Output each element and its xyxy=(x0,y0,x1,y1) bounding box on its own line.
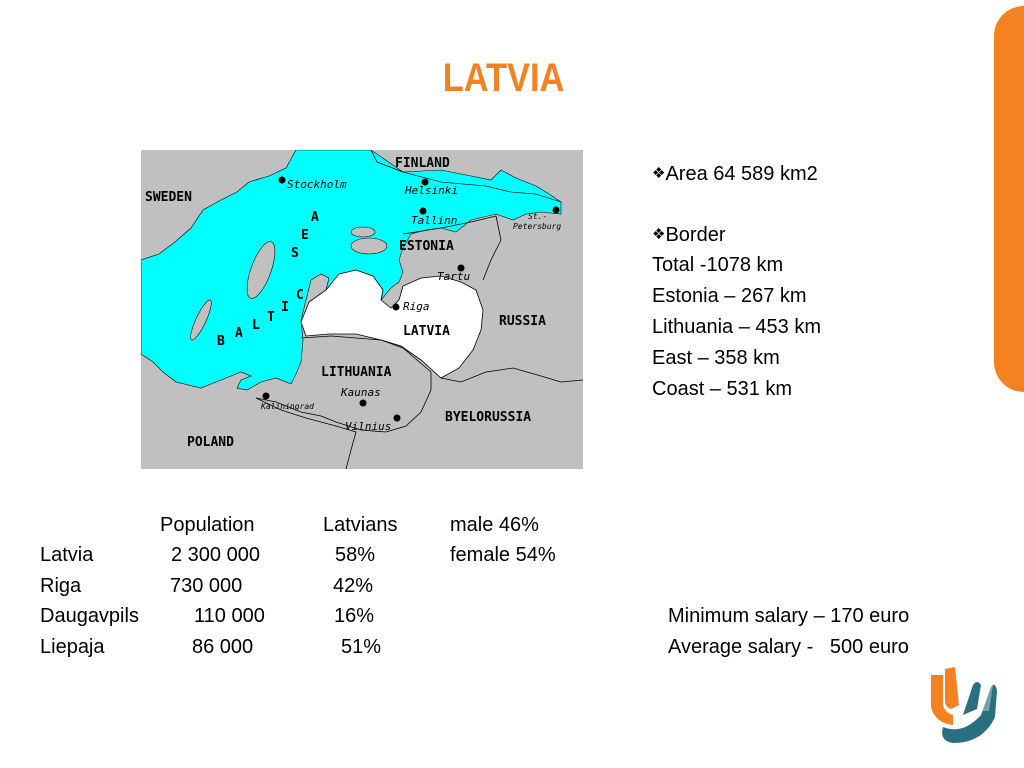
row-latvians: 58% xyxy=(335,544,376,566)
sea-letter-c: C xyxy=(296,288,304,303)
sea-letter-e: E xyxy=(301,228,309,243)
saaremaa-island xyxy=(351,238,387,254)
map-city-stockholm: Stockholm xyxy=(287,178,347,191)
map-city-st-petersburg-1: St.- xyxy=(528,212,548,221)
map-label-poland: POLAND xyxy=(187,435,234,450)
salary-block xyxy=(668,601,909,663)
row-latvians: 51% xyxy=(341,636,382,658)
border-item: East – 358 km xyxy=(652,347,780,369)
sea-letter-i: I xyxy=(281,300,289,315)
stockholm-dot xyxy=(279,177,286,184)
area-line xyxy=(652,158,821,189)
map-city-tallinn: Tallinn xyxy=(411,214,458,227)
sea-letter-a: A xyxy=(235,326,243,341)
hands-logo-icon xyxy=(923,665,998,745)
border-item: Total -1078 km xyxy=(652,254,784,276)
row-latvians: 42% xyxy=(333,575,374,597)
baltic-map xyxy=(141,150,583,469)
kaunas-dot xyxy=(360,400,367,407)
map-city-tartu: Tartu xyxy=(437,270,471,283)
st-petersburg-dot xyxy=(553,207,560,214)
slide-title: LATVIA xyxy=(442,56,565,100)
minimum-salary: Minimum salary – 170 euro xyxy=(668,605,910,627)
row-population: 86 000 xyxy=(192,636,254,658)
facts-block xyxy=(652,158,821,405)
map-label-russia: RUSSIA xyxy=(499,314,546,329)
row-population: 2 300 000 xyxy=(171,544,260,566)
row-place: Latvia xyxy=(40,544,94,566)
sea-letter-b: B xyxy=(217,334,225,349)
map-city-kaliningrad: Kaliningrad xyxy=(261,402,314,411)
map-city-st-petersburg-2: Petersburg xyxy=(513,222,562,231)
border-item: Coast – 531 km xyxy=(652,378,793,400)
area-text: Area 64 589 km2 xyxy=(665,163,818,185)
row-place: Riga xyxy=(40,575,82,597)
map-label-byelorussia: BYELORUSSIA xyxy=(445,410,532,425)
gender-male: male 46% xyxy=(450,514,539,536)
average-salary: Average salary - 500 euro xyxy=(668,636,909,658)
row-place: Liepaja xyxy=(40,636,105,658)
row-population: 110 000 xyxy=(194,605,265,627)
kaliningrad-dot xyxy=(263,393,270,400)
map-city-riga: Riga xyxy=(403,300,430,313)
sea-letter-s: S xyxy=(291,246,299,261)
map-city-kaunas: Kaunas xyxy=(341,386,381,399)
map-city-helsinki: Helsinki xyxy=(405,184,458,197)
row-place: Daugavpils xyxy=(40,605,139,627)
map-city-vilnius: Vilnius xyxy=(345,420,392,433)
map-label-latvia: LATVIA xyxy=(403,324,450,339)
map-label-estonia: ESTONIA xyxy=(399,239,454,254)
row-latvians: 16% xyxy=(334,605,375,627)
vilnius-dot xyxy=(394,415,401,422)
sea-letter-l: L xyxy=(252,318,260,333)
map-label-sweden: SWEDEN xyxy=(145,190,192,205)
border-item: Lithuania – 453 km xyxy=(652,316,822,338)
diamond-bullet-icon: ❖ xyxy=(652,165,666,182)
gender-female: female 54% xyxy=(450,544,556,566)
sea-letter-a2: A xyxy=(311,210,319,225)
header-latvians: Latvians xyxy=(323,514,398,536)
facts-gap xyxy=(652,189,821,219)
sea-letter-t: T xyxy=(267,310,275,325)
border-heading: Border xyxy=(665,224,726,246)
riga-dot xyxy=(393,304,400,311)
side-accent-tab xyxy=(994,6,1024,392)
border-item: Estonia – 267 km xyxy=(652,285,807,307)
border-heading-line xyxy=(652,219,821,250)
row-population: 730 000 xyxy=(170,575,243,597)
hiiumaa-island xyxy=(351,227,375,237)
map-label-finland: FINLAND xyxy=(395,156,450,171)
diamond-bullet-icon: ❖ xyxy=(652,226,666,243)
map-label-lithuania: LITHUANIA xyxy=(321,365,392,380)
header-population: Population xyxy=(160,514,255,536)
